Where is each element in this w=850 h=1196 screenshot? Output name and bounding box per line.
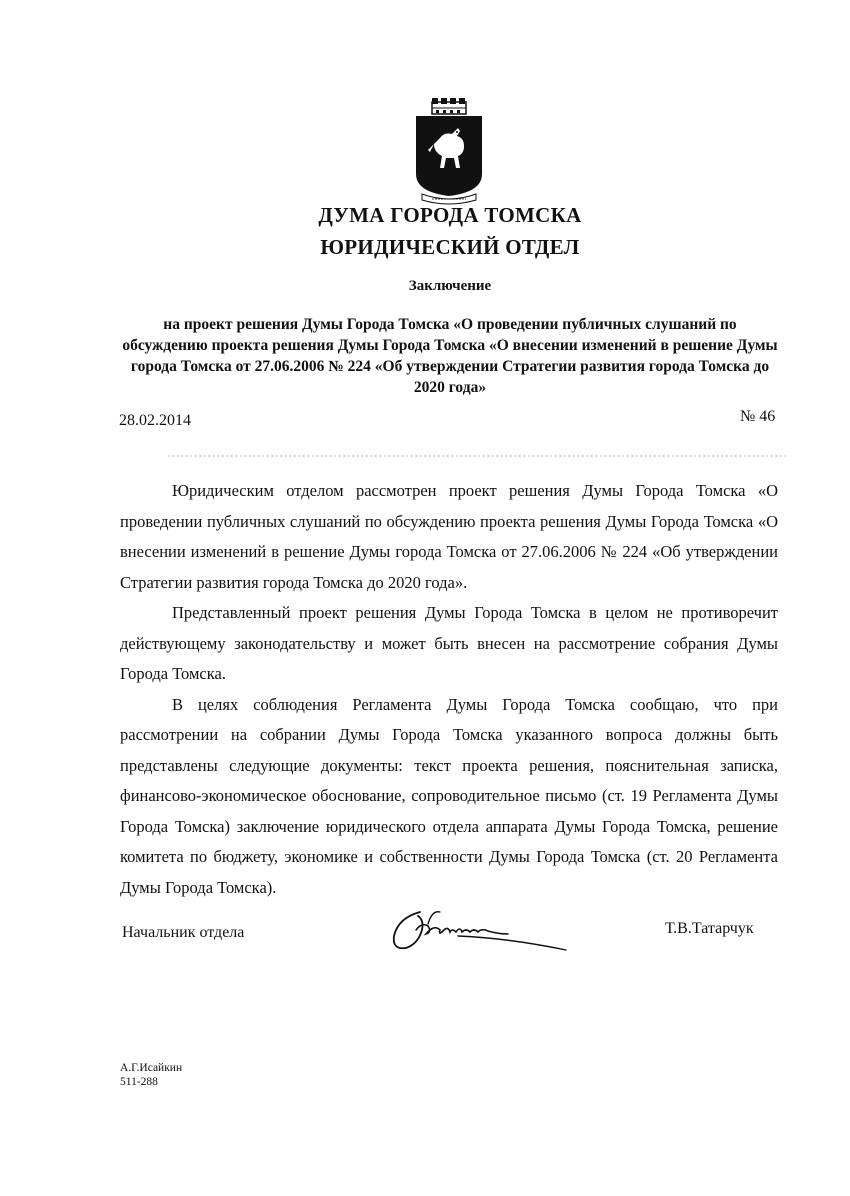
- body-paragraph-3: В целях соблюдения Регламента Думы Города Томска сообщаю, что при рассмотрении на собрании Думы Города Томска указанного вопроса должны быть представлены следующие документы: текст проекта решения, пояснительная записка, финансово-экономическое обоснование, сопроводительное письмо (ст. 19 Регламента Думы Города Томска) заключение юридического отдела аппарата Думы Города Томска, решение комитета по бюджету, экономике и собственности Думы Города Томска (ст. 20 Регламента Думы Города Томска).: [120, 694, 778, 897]
- separator-line: [168, 452, 786, 460]
- executor-phone: 511-288: [120, 1076, 158, 1088]
- document-title: Заключение: [408, 278, 492, 294]
- document-date: 28.02.2014: [119, 412, 191, 429]
- crown-icon: [432, 98, 466, 114]
- coat-of-arms-icon: [410, 96, 488, 206]
- body-paragraph-2: Представленный проект решения Думы Города Томска в целом не противоречит действующему законодательству и может быть внесен на рассмотрение собрания Думы Города Томска.: [120, 603, 778, 683]
- handwritten-signature: [388, 900, 578, 960]
- body-paragraph-1: Юридическим отделом рассмотрен проект решения Думы Города Томска «О проведении публичных слушаний по обсуждению проекта решения Думы Города Томска «О внесении изменений в решение Думы города Томска от 27.06.2006 № 224 «Об утверждении Стратегии развития города Томска до 2020 года».: [120, 481, 778, 592]
- document-subject: на проект решения Думы Города Томска «О проведении публичных слушаний по обсуждению проекта решения Думы Города Томска «О внесении изменений в решение Думы города Томска от 27.06.2006 № 224 «Об утверждении Стратегии развития города Томска до 2020 года»: [122, 316, 778, 396]
- document-number: № 46: [740, 408, 776, 425]
- department-name: ЮРИДИЧЕСКИЙ ОТДЕЛ: [320, 235, 580, 259]
- executor-name: А.Г.Исайкин: [120, 1062, 183, 1074]
- document-body: [120, 476, 778, 903]
- signer-role: Начальник отдела: [122, 924, 245, 941]
- organization-name: ДУМА ГОРОДА ТОМСКА: [318, 203, 582, 227]
- signer-name: Т.В.Татарчук: [665, 920, 754, 937]
- executor-info: [120, 1061, 182, 1089]
